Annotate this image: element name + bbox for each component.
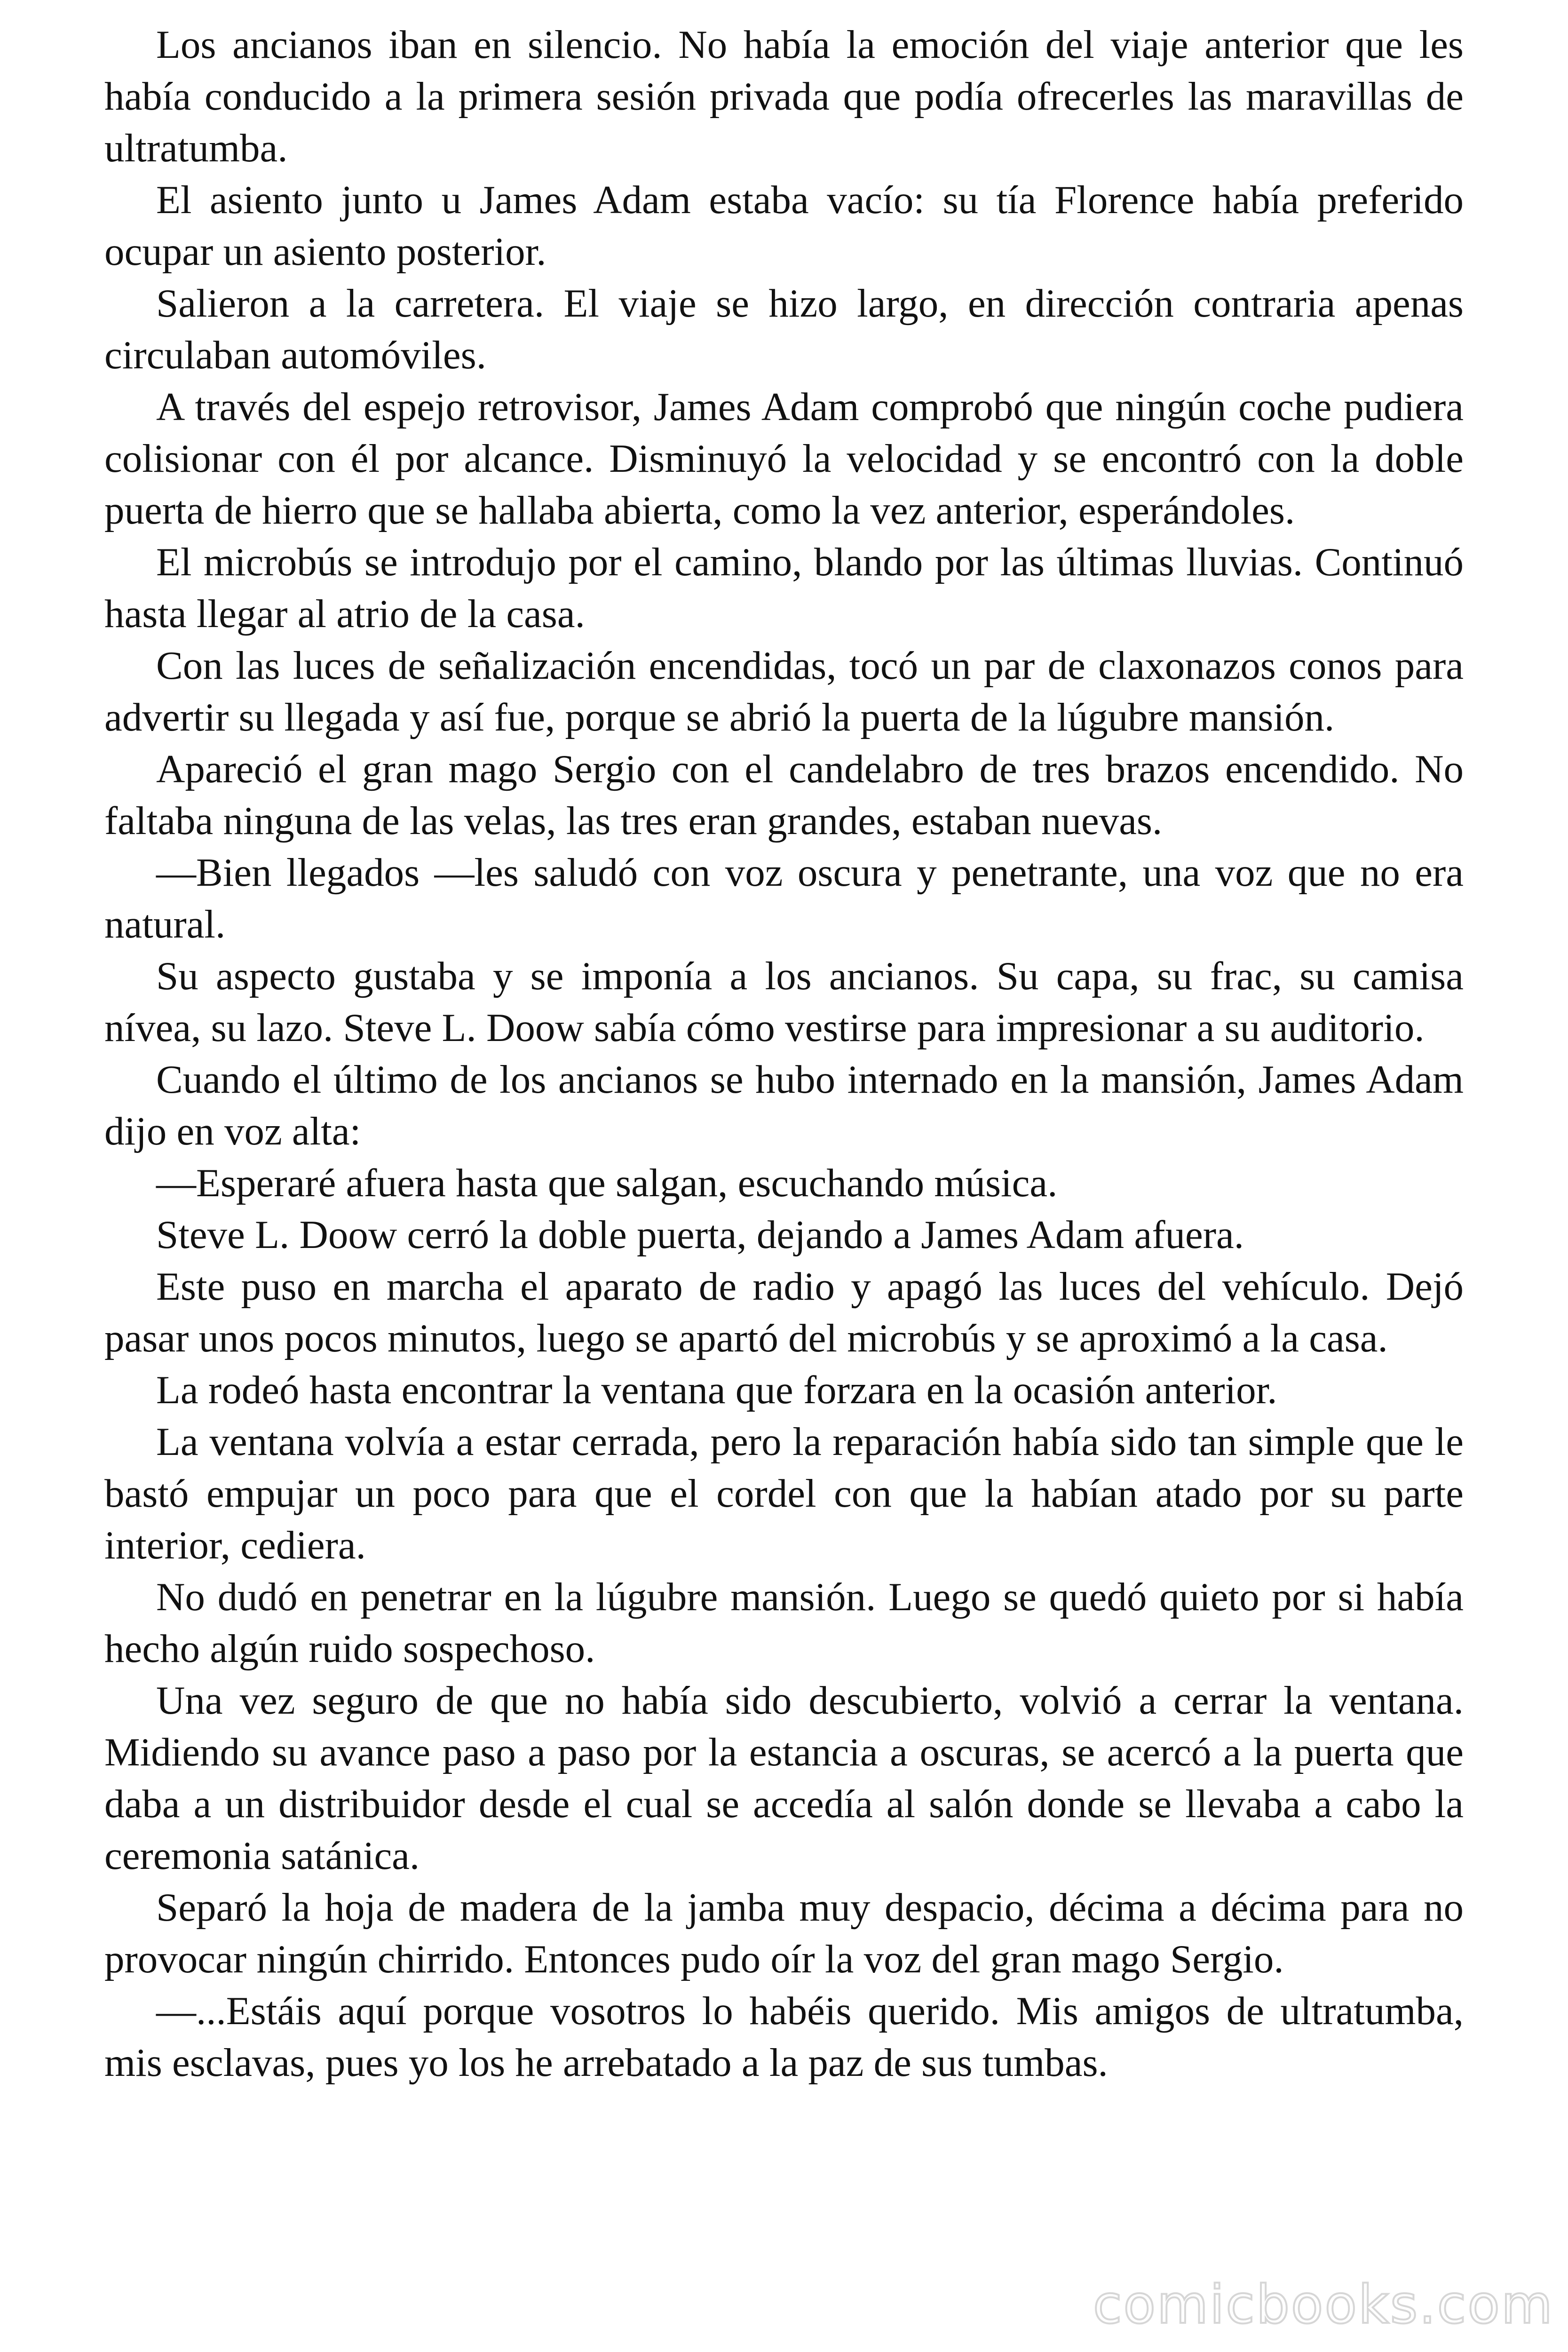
document-page	[104, 19, 1464, 2089]
paragraph: El asiento junto u James Adam estaba vacío: su tía Florence había preferido ocupar un asiento posterior.	[104, 178, 1464, 274]
paragraph: Su aspecto gustaba y se imponía a los ancianos. Su capa, su frac, su camisa nívea, su lazo. Steve L. Doow sabía cómo vestirse para impresionar a su auditorio.	[104, 954, 1464, 1050]
paragraph: La rodeó hasta encontrar la ventana que forzara en la ocasión anterior.	[156, 1368, 1277, 1412]
paragraph: Con las luces de señalización encendidas, tocó un par de claxonazos conos para advertir su llegada y así fue, porque se abrió la puerta de la lúgubre mansión.	[104, 644, 1464, 739]
paragraph: Salieron a la carretera. El viaje se hizo largo, en dirección contraria apenas circulaban automóviles.	[104, 281, 1464, 377]
paragraph: Separó la hoja de madera de la jamba muy despacio, décima a décima para no provocar ningún chirrido. Entonces pudo oír la voz del gran mago Sergio.	[104, 1885, 1464, 1981]
paragraph: No dudó en penetrar en la lúgubre mansión. Luego se quedó quieto por si había hecho algún ruido sospechoso.	[104, 1575, 1464, 1671]
watermark: comicbooks.com	[1093, 2274, 1554, 2336]
paragraph: Apareció el gran mago Sergio con el candelabro de tres brazos encendido. No faltaba ninguna de las velas, las tres eran grandes, estaban nuevas.	[104, 747, 1464, 843]
dialogue-paragraph: —...Estáis aquí porque vosotros lo habéis querido. Mis amigos de ultratumba, mis esclavas, pues yo los he arrebatado a la paz de sus tumbas.	[104, 1989, 1464, 2085]
paragraph: Este puso en marcha el aparato de radio y apagó las luces del vehículo. Dejó pasar unos pocos minutos, luego se apartó del microbús y se aproximó a la casa.	[104, 1264, 1464, 1360]
paragraph: Los ancianos iban en silencio. No había la emoción del viaje anterior que les había conducido a la primera sesión privada que podía ofrecerles las maravillas de ultratumba.	[104, 23, 1464, 170]
paragraph: Steve L. Doow cerró la doble puerta, dejando a James Adam afuera.	[156, 1213, 1244, 1257]
paragraph: Una vez seguro de que no había sido descubierto, volvió a cerrar la ventana. Midiendo su avance paso a paso por la estancia a oscuras, se acercó a la puerta que daba a un distribuidor desde el cual se accedía al salón donde se llevaba a cabo la ceremonia satánica.	[104, 1678, 1464, 1878]
dialogue-paragraph: —Esperaré afuera hasta que salgan, escuchando música.	[156, 1161, 1058, 1205]
paragraph: La ventana volvía a estar cerrada, pero la reparación había sido tan simple que le bastó empujar un poco para que el cordel con que la habían atado por su parte interior, cediera.	[104, 1420, 1464, 1567]
paragraph: A través del espejo retrovisor, James Adam comprobó que ningún coche pudiera colisionar con él por alcance. Disminuyó la velocidad y se encontró con la doble puerta de hierro que se hallaba abierta, como la vez anterior, esperándoles.	[104, 385, 1464, 532]
dialogue-paragraph: —Bien llegados —les saludó con voz oscura y penetrante, una voz que no era natural.	[104, 850, 1464, 946]
paragraph: Cuando el último de los ancianos se hubo internado en la mansión, James Adam dijo en voz alta:	[104, 1057, 1464, 1153]
paragraph: El microbús se introdujo por el camino, blando por las últimas lluvias. Continuó hasta llegar al atrio de la casa.	[104, 540, 1464, 636]
